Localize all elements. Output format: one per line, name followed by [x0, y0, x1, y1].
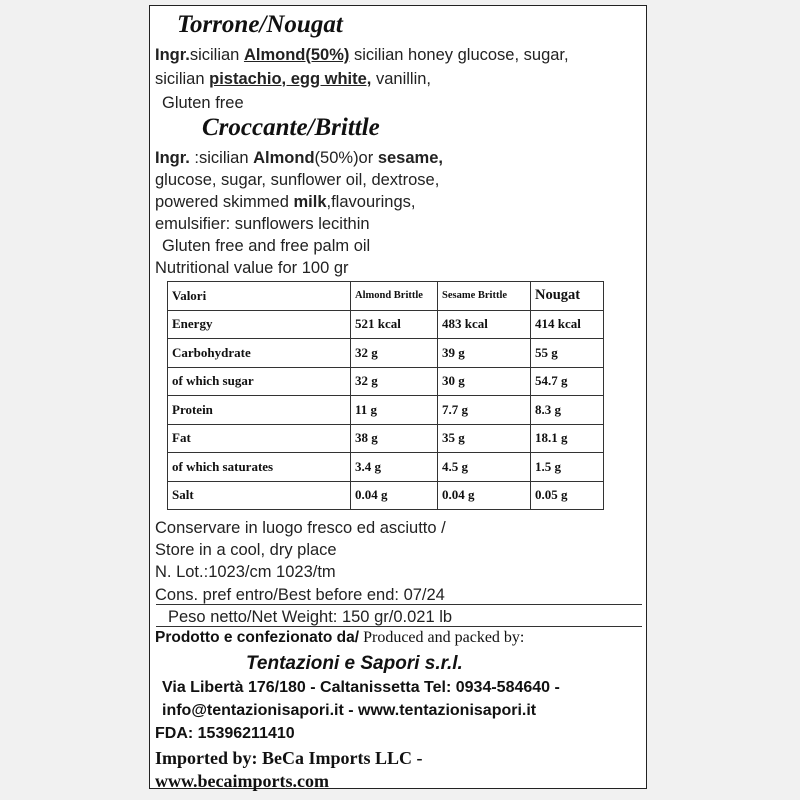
table-row	[168, 310, 604, 339]
ingr-prefix: Ingr.	[155, 149, 190, 167]
table-cell: 414 kcal	[531, 310, 604, 339]
producer-label-it: Prodotto e confezionato da/	[155, 629, 360, 646]
table-row	[168, 481, 604, 510]
ingredient-text: ,flavourings,	[326, 193, 416, 211]
table-cell: 18.1 g	[531, 424, 604, 453]
ingredient-text: (50%)or	[314, 149, 378, 167]
table-cell: 54.7 g	[531, 367, 604, 396]
nutrition-table	[167, 281, 604, 510]
table-row	[168, 396, 604, 425]
net-weight: Peso netto/Net Weight: 150 gr/0.021 lb	[168, 608, 453, 626]
ingredient-text: sicilian	[155, 70, 210, 88]
table-cell: 521 kcal	[351, 310, 438, 339]
storage-english: Store in a cool, dry place	[155, 541, 337, 559]
table-cell: 0.04 g	[438, 481, 531, 510]
table-cell: 39 g	[438, 339, 531, 368]
table-cell: 4.5 g	[438, 453, 531, 482]
table-header-cell: Almond Brittle	[351, 282, 438, 311]
table-row	[168, 367, 604, 396]
brittle-title: Croccante/Brittle	[202, 114, 380, 141]
nougat-ingredients-line-2	[155, 69, 431, 89]
table-cell: 55 g	[531, 339, 604, 368]
brittle-ingredients-line-1	[155, 148, 443, 168]
table-cell: 1.5 g	[531, 453, 604, 482]
table-cell: Protein	[168, 396, 351, 425]
table-cell: 38 g	[351, 424, 438, 453]
table-cell: 3.4 g	[351, 453, 438, 482]
ingredient-text: vanillin,	[371, 70, 432, 88]
table-cell: 483 kcal	[438, 310, 531, 339]
ingredient-milk: milk	[293, 193, 327, 211]
nougat-ingredients-line-1	[155, 45, 569, 65]
nougat-title: Torrone/Nougat	[177, 11, 343, 38]
table-cell: of which saturates	[168, 453, 351, 482]
table-header-cell: Valori	[168, 282, 351, 311]
storage-italian: Conservare in luogo fresco ed asciutto /	[155, 519, 446, 537]
divider	[156, 626, 642, 627]
table-cell: Fat	[168, 424, 351, 453]
ingredient-almond: Almond	[253, 149, 315, 167]
nougat-gluten-free: Gluten free	[162, 94, 244, 112]
lot-number: N. Lot.:1023/cm 1023/tm	[155, 563, 336, 581]
table-header-cell: Sesame Brittle	[438, 282, 531, 311]
fda-number: FDA: 15396211410	[155, 725, 295, 742]
product-label	[149, 5, 647, 789]
table-cell: 0.05 g	[531, 481, 604, 510]
table-row	[168, 453, 604, 482]
table-cell: 32 g	[351, 339, 438, 368]
brittle-ingredients-line-2: glucose, sugar, sunflower oil, dextrose,	[155, 171, 440, 189]
table-cell: Salt	[168, 481, 351, 510]
table-header-row	[168, 282, 604, 311]
table-cell: 0.04 g	[351, 481, 438, 510]
ingredient-text: :sicilian	[189, 149, 254, 167]
ingredient-pistachio-egg: pistachio, egg white,	[209, 70, 372, 88]
ingredient-text: sicilian	[189, 46, 244, 64]
table-cell: 30 g	[438, 367, 531, 396]
table-cell: 7.7 g	[438, 396, 531, 425]
table-cell: 32 g	[351, 367, 438, 396]
importer-website: www.becaimports.com	[155, 771, 329, 791]
ingredient-sesame: sesame,	[377, 149, 443, 167]
brittle-ingredients-line-4: emulsifier: sunflowers lecithin	[155, 215, 370, 233]
importer-line: Imported by: BeCa Imports LLC -	[155, 748, 423, 768]
nutrition-heading: Nutritional value for 100 gr	[155, 259, 349, 277]
table-cell: 11 g	[351, 396, 438, 425]
table-row	[168, 424, 604, 453]
producer-label	[155, 628, 524, 648]
table-row	[168, 339, 604, 368]
table-cell: of which sugar	[168, 367, 351, 396]
table-cell: Energy	[168, 310, 351, 339]
producer-label-en: Produced and packed by:	[359, 629, 525, 646]
table-cell: 35 g	[438, 424, 531, 453]
ingredient-almond: Almond(50%)	[243, 46, 350, 64]
table-header-cell: Nougat	[531, 282, 604, 311]
best-before: Cons. pref entro/Best before end: 07/24	[155, 586, 445, 604]
table-cell: 8.3 g	[531, 396, 604, 425]
producer-contacts: info@tentazionisapori.it - www.tentazionisapori.it	[162, 702, 537, 719]
divider	[156, 604, 642, 605]
table-cell: Carbohydrate	[168, 339, 351, 368]
brittle-ingredients-line-3	[155, 192, 415, 212]
producer-address: Via Libertà 176/180 - Caltanissetta Tel: 0934-584640 -	[162, 679, 560, 696]
producer-company: Tentazioni e Sapori s.r.l.	[246, 653, 463, 674]
brittle-gluten-palm: Gluten free and free palm oil	[162, 237, 371, 255]
ingr-prefix: Ingr.	[155, 46, 190, 64]
ingredient-text: sicilian honey glucose, sugar,	[349, 46, 569, 64]
ingredient-text: powered skimmed	[155, 193, 294, 211]
